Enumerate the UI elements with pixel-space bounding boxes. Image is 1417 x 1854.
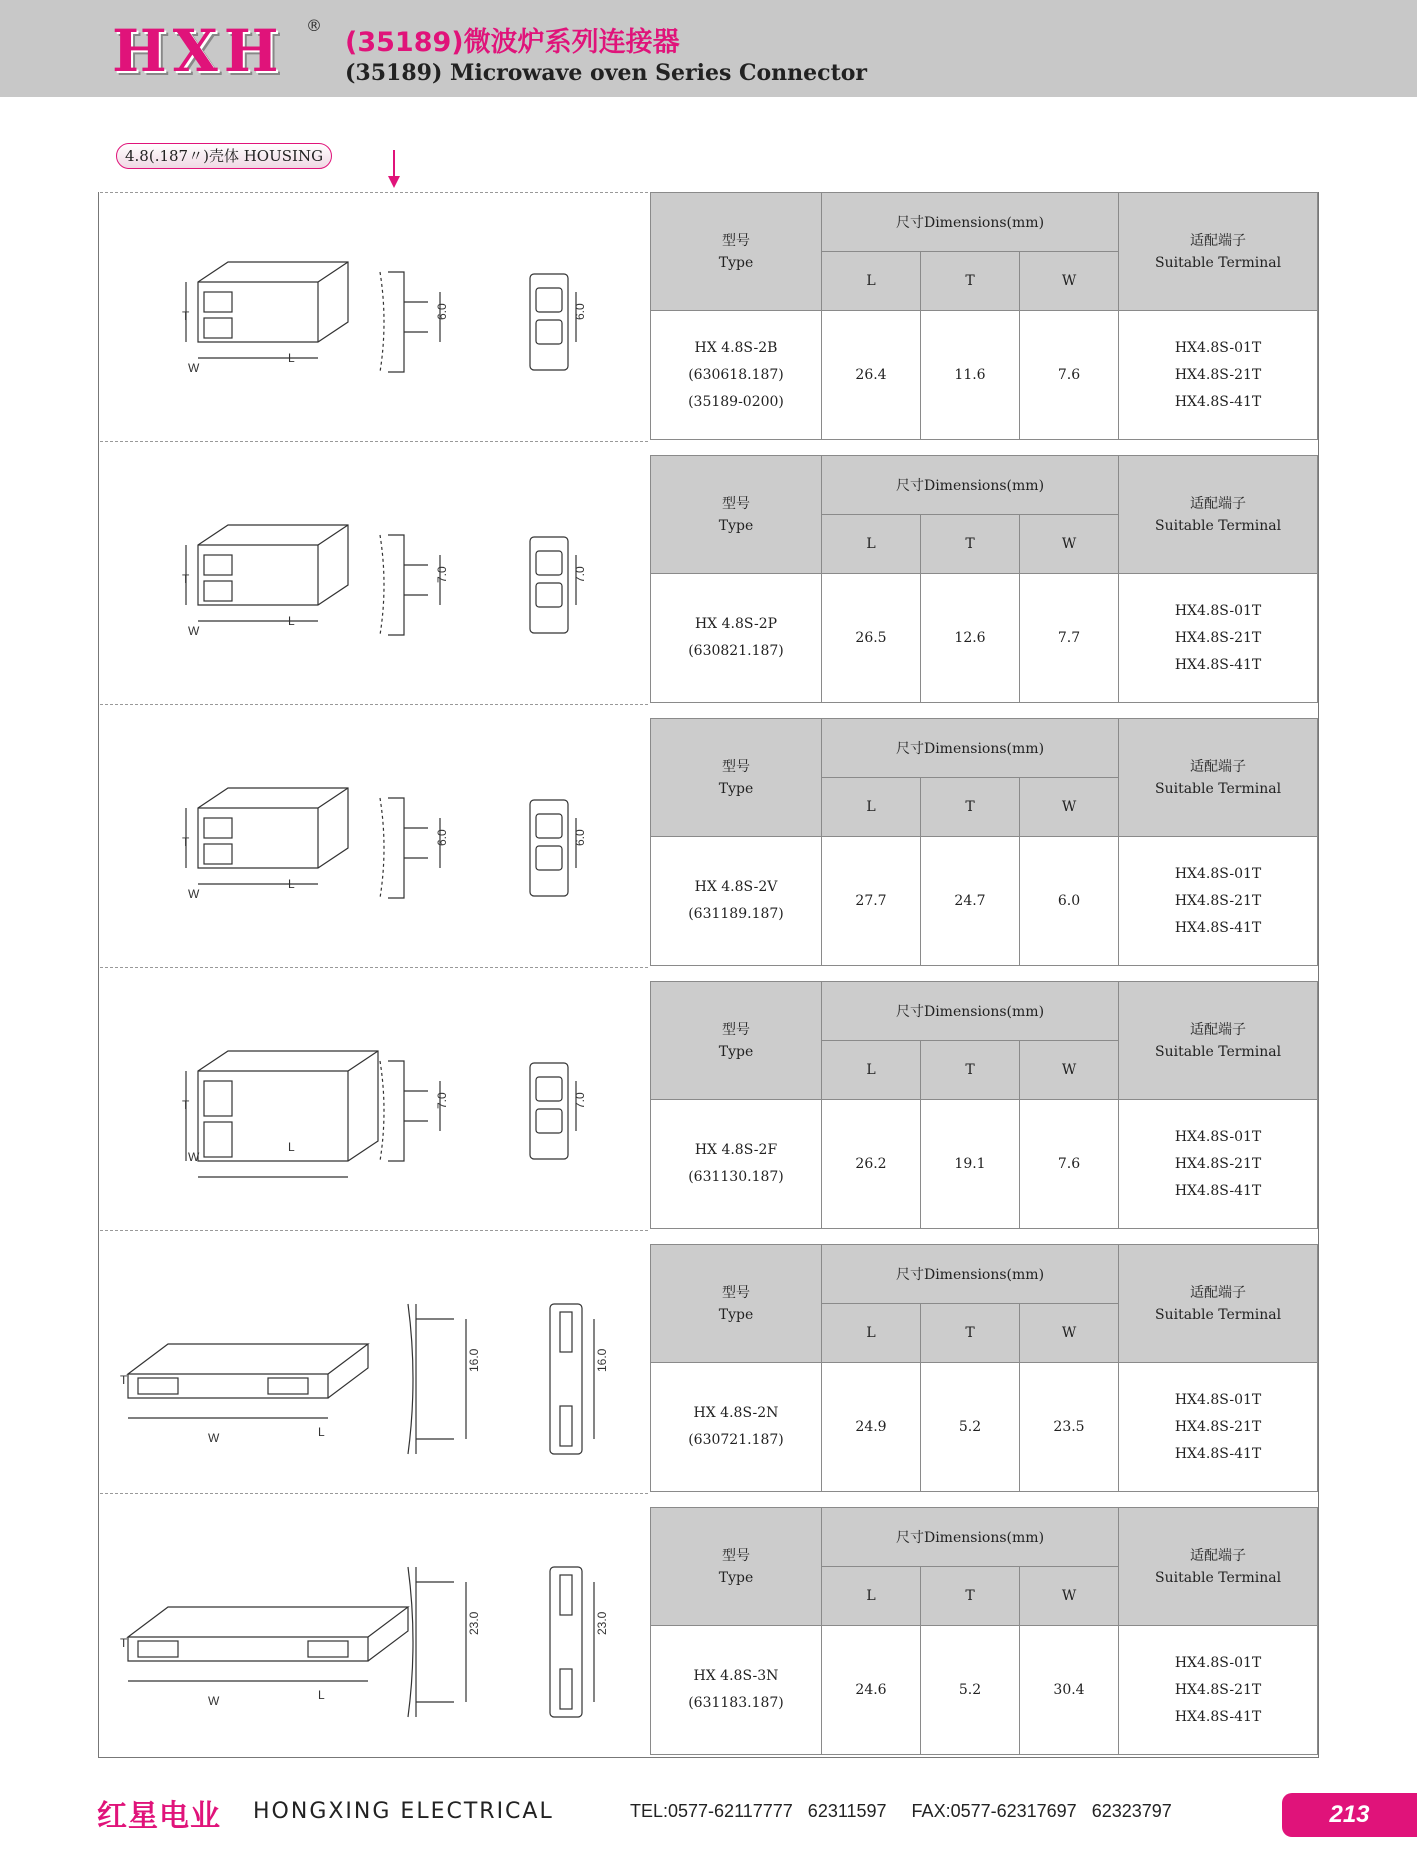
terminal-header-cn: 适配端子 [1190,1284,1247,1301]
pitch-label-side: 7.0 [435,1092,449,1109]
model-cell [651,574,822,703]
dimensions-header: 尺寸Dimensions(mm) [822,1508,1119,1567]
dim-label-l: L [288,614,295,628]
type-header-en: Type [718,1569,754,1586]
connector-drawing [98,1244,650,1494]
dimensions-header: 尺寸Dimensions(mm) [822,719,1119,778]
dimensions-header: 尺寸Dimensions(mm) [822,193,1119,252]
col-l-header: L [822,1567,921,1626]
pitch-label-side: 7.0 [435,566,449,583]
dim-label-t: T [182,572,190,586]
col-t-header: T [921,1304,1020,1363]
type-header-cn: 型号 [722,758,750,775]
terminal-item: HX4.8S-01T [1174,1391,1262,1408]
value-w: 7.7 [1020,574,1119,703]
terminal-header [1119,1245,1318,1363]
row-separator [100,1493,648,1494]
spec-table [650,718,1318,966]
spec-table [650,1244,1318,1492]
col-l-header: L [822,515,921,574]
terminal-header-en: Suitable Terminal [1155,254,1282,271]
down-arrow-icon [387,150,401,190]
type-header-en: Type [718,1043,754,1060]
model-cell [651,1626,822,1755]
dim-label-l: L [288,351,295,365]
terminal-header [1119,719,1318,837]
value-w: 7.6 [1020,1100,1119,1229]
col-w-header: W [1020,515,1119,574]
page-header [0,0,1417,97]
terminal-item: HX4.8S-41T [1174,393,1262,410]
terminal-cell [1119,311,1318,440]
type-header [651,719,822,837]
terminal-item: HX4.8S-41T [1174,1445,1262,1462]
terminal-header-en: Suitable Terminal [1155,1569,1282,1586]
pitch-label-side: 16.0 [467,1348,481,1372]
value-l: 24.9 [822,1363,921,1492]
type-header [651,1508,822,1626]
value-t: 11.6 [921,311,1020,440]
model-number: HX 4.8S-2V [694,879,778,895]
terminal-item: HX4.8S-01T [1174,865,1262,882]
col-t-header: T [921,1041,1020,1100]
col-l-header: L [822,1304,921,1363]
terminal-item: HX4.8S-21T [1174,1155,1262,1172]
terminal-cell [1119,837,1318,966]
dimensions-header: 尺寸Dimensions(mm) [822,982,1119,1041]
terminal-item: HX4.8S-21T [1174,1681,1262,1698]
value-t: 5.2 [921,1626,1020,1755]
col-l-header: L [822,1041,921,1100]
spec-table [650,455,1318,703]
value-t: 24.7 [921,837,1020,966]
type-header [651,193,822,311]
dim-label-w: W [188,1150,200,1164]
type-header-en: Type [718,254,754,271]
part-code: (630721.187) [688,1432,784,1448]
terminal-header-en: Suitable Terminal [1155,780,1282,797]
pitch-label-front: 23.0 [595,1611,609,1635]
footer-contact: TEL:0577-62117777 62311597 FAX:0577-62317697 62323797 [630,1801,1172,1821]
terminal-item: HX4.8S-01T [1174,1128,1262,1145]
col-w-header: W [1020,778,1119,837]
dim-label-t: T [182,1098,190,1112]
dim-label-w: W [208,1694,220,1708]
value-w: 23.5 [1020,1363,1119,1492]
model-cell [651,311,822,440]
value-l: 27.7 [822,837,921,966]
terminal-cell [1119,574,1318,703]
model-number: HX 4.8S-2F [694,1142,778,1158]
terminal-item: HX4.8S-41T [1174,1182,1262,1199]
dim-label-l: L [288,877,295,891]
type-header-en: Type [718,780,754,797]
type-header-cn: 型号 [722,232,750,249]
registered-mark: ® [306,16,322,35]
part-code: (631183.187) [688,1695,784,1711]
value-w: 6.0 [1020,837,1119,966]
type-header-en: Type [718,1306,754,1323]
col-w-header: W [1020,1567,1119,1626]
terminal-item: HX4.8S-21T [1174,366,1262,383]
terminal-item: HX4.8S-41T [1174,656,1262,673]
part-code: (630618.187) [688,366,784,383]
col-w-header: W [1020,252,1119,311]
value-w: 7.6 [1020,311,1119,440]
model-number: HX 4.8S-2N [693,1405,779,1421]
model-number: HX 4.8S-3N [693,1668,779,1684]
model-cell [651,1363,822,1492]
col-w-header: W [1020,1304,1119,1363]
terminal-header-cn: 适配端子 [1190,495,1247,512]
terminal-header [1119,1508,1318,1626]
value-l: 26.4 [822,311,921,440]
model-cell [651,837,822,966]
dim-label-l: L [288,1140,295,1154]
part-code: (631189.187) [688,906,784,922]
spec-table [650,192,1318,440]
dim-label-w: W [188,624,200,638]
dim-label-w: W [188,361,200,375]
terminal-header-en: Suitable Terminal [1155,1306,1282,1323]
footer-brand-english: HONGXING ELECTRICAL [253,1799,554,1824]
pitch-label-front: 6.0 [573,829,587,846]
value-t: 12.6 [921,574,1020,703]
type-header-en: Type [718,517,754,534]
terminal-item: HX4.8S-21T [1174,1418,1262,1435]
row-separator [100,704,648,705]
title-chinese: (35189)微波炉系列连接器 [345,27,680,58]
terminal-cell [1119,1363,1318,1492]
col-t-header: T [921,778,1020,837]
dim-label-l: L [318,1688,325,1702]
terminal-header-cn: 适配端子 [1190,758,1247,775]
terminal-item: HX4.8S-01T [1174,1654,1262,1671]
spec-table [650,1507,1318,1755]
terminal-header-cn: 适配端子 [1190,1021,1247,1038]
terminal-header [1119,982,1318,1100]
dim-label-l: L [318,1425,325,1439]
connector-drawing [98,981,650,1231]
pitch-label-front: 6.0 [573,303,587,320]
value-l: 24.6 [822,1626,921,1755]
col-t-header: T [921,1567,1020,1626]
type-header-cn: 型号 [722,1021,750,1038]
row-separator [100,1230,648,1231]
pitch-label-side: 6.0 [435,829,449,846]
terminal-item: HX4.8S-01T [1174,602,1262,619]
pitch-label-front: 7.0 [573,566,587,583]
dim-label-w: W [188,887,200,901]
value-l: 26.2 [822,1100,921,1229]
connector-drawing [98,1507,650,1757]
footer-brand-chinese: 红星电业 [97,1799,221,1834]
type-header [651,456,822,574]
type-header-cn: 型号 [722,1284,750,1301]
pitch-label-side: 23.0 [467,1611,481,1635]
col-l-header: L [822,252,921,311]
pitch-label-front: 7.0 [573,1092,587,1109]
terminal-header-en: Suitable Terminal [1155,1043,1282,1060]
terminal-header-cn: 适配端子 [1190,232,1247,249]
model-number: HX 4.8S-2P [694,616,778,632]
connector-drawing [98,455,650,705]
terminal-item: HX4.8S-41T [1174,1708,1262,1725]
type-header-cn: 型号 [722,495,750,512]
dim-label-w: W [208,1431,220,1445]
spec-table [650,981,1318,1229]
part-code-alt: (35189-0200) [688,393,784,410]
title-english: (35189) Microwave oven Series Connector [345,60,867,86]
row-separator [100,441,648,442]
value-t: 19.1 [921,1100,1020,1229]
type-header [651,982,822,1100]
dim-label-t: T [120,1373,128,1387]
connector-drawing [98,718,650,968]
col-t-header: T [921,515,1020,574]
col-w-header: W [1020,1041,1119,1100]
col-l-header: L [822,778,921,837]
dimensions-header: 尺寸Dimensions(mm) [822,1245,1119,1304]
dimensions-header: 尺寸Dimensions(mm) [822,456,1119,515]
page-number: 213 [1282,1793,1417,1837]
model-cell [651,1100,822,1229]
value-t: 5.2 [921,1363,1020,1492]
type-header [651,1245,822,1363]
value-l: 26.5 [822,574,921,703]
brand-logo: HXH [112,17,285,85]
dim-label-t: T [182,835,190,849]
terminal-item: HX4.8S-41T [1174,919,1262,936]
section-tag: 4.8(.187〃)壳体 HOUSING [116,143,332,169]
part-code: (631130.187) [688,1169,784,1185]
terminal-item: HX4.8S-21T [1174,892,1262,909]
value-w: 30.4 [1020,1626,1119,1755]
terminal-header [1119,193,1318,311]
terminal-header [1119,456,1318,574]
part-code: (630821.187) [688,643,784,659]
connector-drawing [98,192,650,442]
terminal-item: HX4.8S-01T [1174,339,1262,356]
terminal-cell [1119,1100,1318,1229]
pitch-label-front: 16.0 [595,1348,609,1372]
model-number: HX 4.8S-2B [694,339,778,356]
dim-label-t: T [182,309,190,323]
terminal-header-en: Suitable Terminal [1155,517,1282,534]
dim-label-t: T [120,1636,128,1650]
type-header-cn: 型号 [722,1547,750,1564]
row-separator [100,967,648,968]
terminal-item: HX4.8S-21T [1174,629,1262,646]
col-t-header: T [921,252,1020,311]
terminal-header-cn: 适配端子 [1190,1547,1247,1564]
pitch-label-side: 6.0 [435,303,449,320]
terminal-cell [1119,1626,1318,1755]
